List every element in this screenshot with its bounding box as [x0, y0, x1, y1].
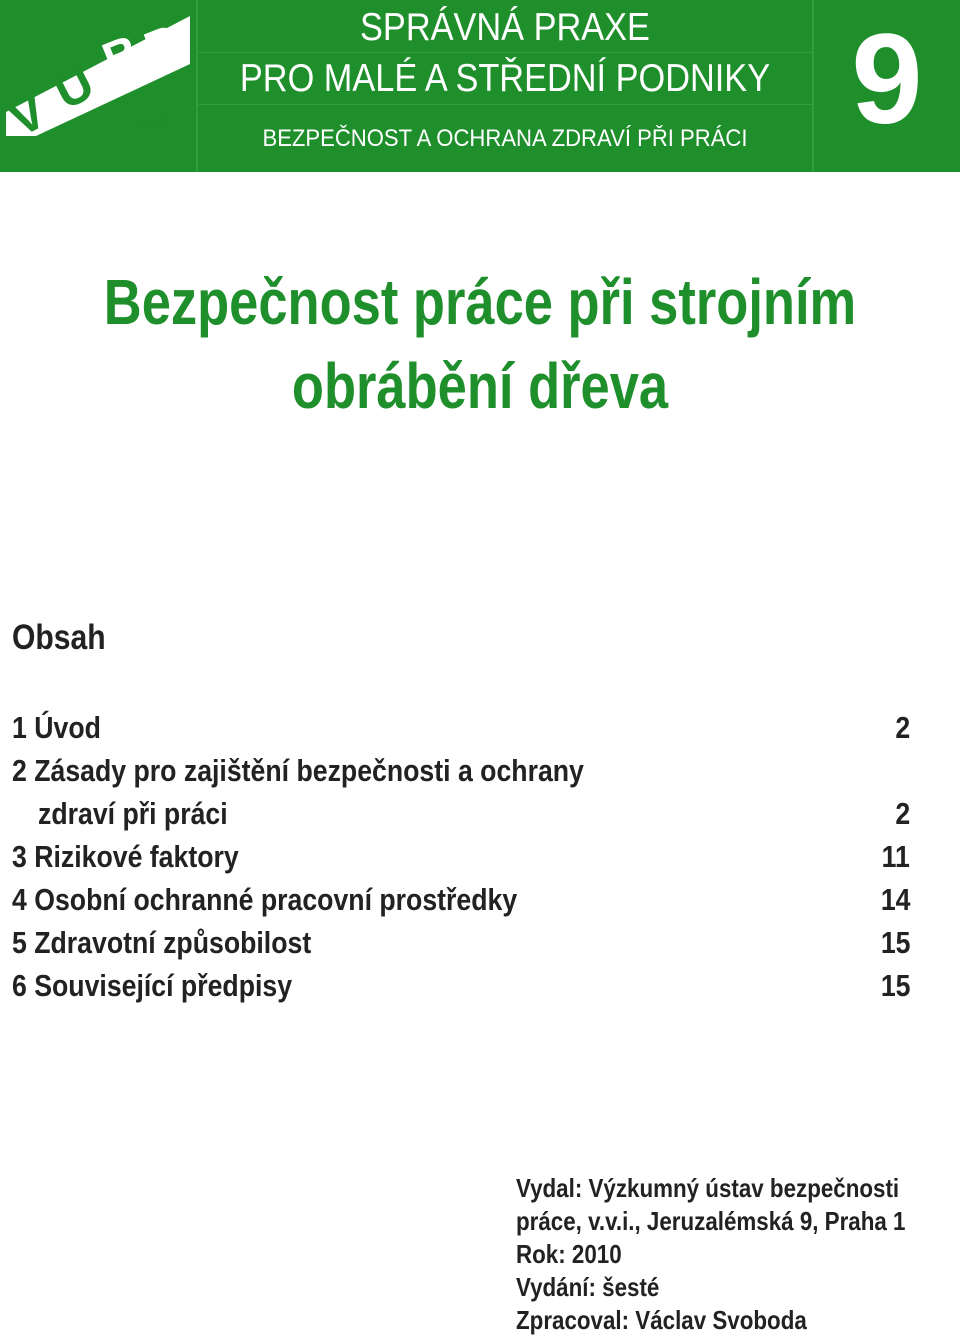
- toc-item[interactable]: [12, 964, 910, 1007]
- page-title-continued: obrábění dřeva: [291, 350, 669, 422]
- table-of-contents: [12, 706, 910, 1007]
- toc-item-page: 2: [895, 796, 910, 831]
- publisher-edition: Vydání: šesté: [516, 1272, 660, 1302]
- banner-divider: [196, 0, 198, 172]
- toc-item[interactable]: [12, 921, 910, 964]
- toc-item-page: 15: [880, 925, 910, 960]
- banner-title: SPRÁVNÁ PRAXE: [360, 6, 650, 49]
- publisher-line: práce, v.v.i., Jeruzalémská 9, Praha 1: [516, 1206, 906, 1236]
- toc-item-page: 15: [880, 968, 910, 1003]
- toc-item-label: 5 Zdravotní způsobilost: [12, 925, 312, 960]
- issue-number: 9: [851, 8, 923, 151]
- publisher-author: Zpracoval: Václav Svoboda: [516, 1305, 807, 1335]
- toc-item-label: zdraví při práci: [38, 796, 228, 831]
- toc-item-label: 2 Zásady pro zajištění bezpečnosti a ochrany: [12, 753, 584, 788]
- svg-text:P: P: [137, 15, 187, 77]
- toc-item[interactable]: [12, 878, 910, 921]
- svg-text:B: B: [95, 25, 148, 88]
- publisher-year: Rok: 2010: [516, 1239, 622, 1269]
- banner-subtitle: PRO MALÉ A STŘEDNÍ PODNIKY: [239, 57, 771, 100]
- logo-suffix: v.v.i.: [134, 112, 169, 132]
- toc-item-page: 2: [895, 710, 910, 745]
- header-banner: [0, 0, 960, 172]
- toc-item-label: 3 Rizikové faktory: [12, 839, 239, 874]
- banner-tagline: BEZPEČNOST A OCHRANA ZDRAVÍ PŘI PRÁCI: [262, 125, 748, 152]
- publisher-info: [516, 1172, 956, 1337]
- toc-item[interactable]: [12, 706, 910, 749]
- toc-item-label: 4 Osobní ochranné pracovní prostředky: [12, 882, 518, 917]
- toc-item-page: 14: [880, 882, 910, 917]
- toc-item-page: 11: [881, 839, 910, 874]
- toc-item[interactable]: [12, 749, 910, 792]
- banner-divider: [198, 52, 812, 53]
- toc-heading: Obsah: [12, 618, 106, 657]
- toc-item-label: 6 Související předpisy: [12, 968, 293, 1003]
- toc-item[interactable]: [12, 792, 910, 835]
- publisher-line: Vydal: Výzkumný ústav bezpečnosti: [516, 1173, 900, 1203]
- page-title: Bezpečnost práce při strojním: [103, 266, 857, 338]
- toc-item-label: 1 Úvod: [12, 710, 101, 745]
- banner-divider: [198, 104, 812, 105]
- toc-item[interactable]: [12, 835, 910, 878]
- svg-text:Ú: Ú: [44, 53, 103, 121]
- svg-text:V: V: [0, 82, 55, 148]
- vubp-logo: [0, 15, 190, 148]
